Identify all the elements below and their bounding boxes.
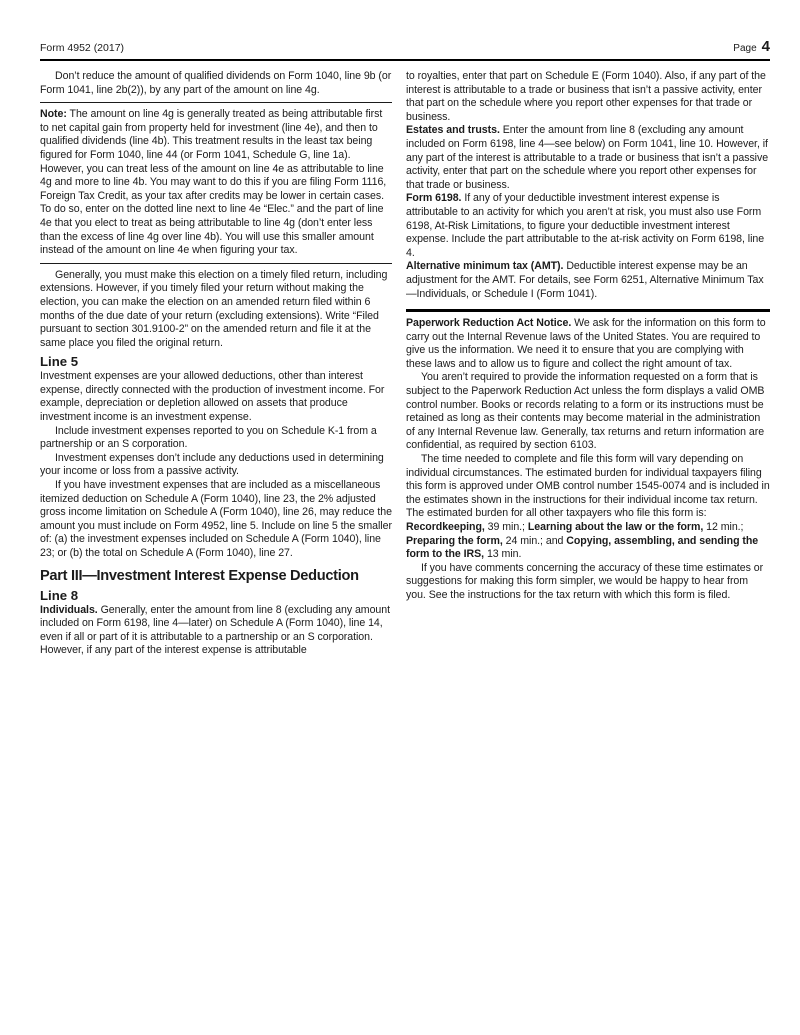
paragraph-omb-control: You aren’t required to provide the information requested on a form that is subject to the Paperwork Reduction Act unless the form displays a valid OMB control number. Books or records relating to a form or its instructions must be retained as long as their contents may become material in the administration of any Internal Revenue law. Generally, tax returns and return information are confidential, as required by section 6103. [406, 371, 765, 452]
paragraph-qualified-dividends: Don’t reduce the amount of qualified dividends on Form 1040, line 9b (or Form 1041, line 2b(2)), by any part of the amount on line 4g. [40, 70, 392, 96]
paragraph-time-burden [406, 453, 770, 562]
recordkeeping-label: Recordkeeping, [406, 521, 488, 533]
paragraph-form-6198 [406, 192, 770, 260]
page-number: 4 [761, 38, 770, 55]
time-burden-intro: The time needed to complete and file this form will vary depending on individual circumstances. The estimated burden for individual taxpayers filing this form is approved under OMB control number 1545-0074 and is included in the estimates shown in the instructions for their individual income tax return. The estimated burden for all other taxpayers who file this form is: [406, 453, 770, 520]
paperwork-notice-text: We ask for the information on this form to carry out the Internal Revenue laws of the United States. You are required to give us the information. We need it to ensure that you are complying with these laws and to allow us to figure and collect the right amount of tax. [406, 317, 766, 370]
form-6198-text: If any of your deductible investment interest expense is attributable to an activity for which you aren’t at risk, you must also use Form 6198, At-Risk Limitations, to figure your deductible investment interest expense. Include the part attributable to the at-risk activity on Form 6198, line 4. [406, 192, 765, 259]
individuals-label: Individuals. [40, 603, 98, 616]
two-column-body [40, 70, 770, 658]
amt-text: Deductible interest expense may be an adjustment for the AMT. For details, see Form 6251, Alternative Minimum Tax—Individuals, or Schedule I (Form 1041). [406, 260, 764, 300]
preparing-label: Preparing the form, [406, 534, 506, 547]
page-header [40, 38, 770, 61]
form-title: Form 4952 (2017) [40, 42, 125, 54]
paragraph-paperwork-notice [406, 317, 770, 371]
heading-line-8: Line 8 [40, 587, 79, 603]
paragraph-line5-passive: Investment expenses don’t include any deductions used in determining your income or loss from a passive activity. [40, 451, 384, 478]
note-label: Note: [40, 108, 67, 121]
heading-part-iii: Part III—Investment Interest Expense Deduction [40, 567, 359, 584]
estates-trusts-text: Enter the amount from line 8 (excluding any amount included on Form 6198, line 4—see below) on Form 1041, line 10. However, if any part of the interest is attributable to a trade or business that isn’t a passive activity, enter that part on the schedule where you report other expenses for that trade or business. [406, 124, 769, 191]
section-divider [406, 309, 770, 312]
page-label: Page [733, 43, 757, 54]
form-6198-label: Form 6198. [406, 192, 462, 205]
learning-minutes: 12 min.; [706, 521, 744, 533]
right-column [406, 70, 770, 658]
note-divider-top [40, 102, 392, 103]
copying-label: Copying, assembling, and sending the form to the IRS, [406, 534, 759, 561]
learning-label: Learning about the law or the form, [527, 521, 707, 533]
amt-label: Alternative minimum tax (AMT). [406, 260, 564, 273]
paragraph-line5-k1: Include investment expenses reported to you on Schedule K-1 from a partnership or an S corporation. [40, 424, 377, 451]
page-indicator [733, 38, 770, 55]
paragraph-line5-misc-deduction: If you have investment expenses that are included as a miscellaneous itemized deduction on Schedule A (Form 1040), line 23, the 2% adjusted gross income limitation on Schedule A (Form 1040), line 26, may reduce the amount you must include on Form 4952, line 5. Include on line 5 the smaller of: (a) the investment expenses included on Schedule A (Form 1040), line 23; or (b) the total on Schedule A (Form 1040), line 27. [40, 479, 392, 559]
paragraph-estates-trusts [406, 124, 770, 192]
preparing-minutes: 24 min.; and [505, 534, 567, 547]
paperwork-notice-label: Paperwork Reduction Act Notice. [406, 317, 572, 330]
estates-trusts-label: Estates and trusts. [406, 124, 500, 137]
paragraph-comments: If you have comments concerning the accuracy of these time estimates or suggestions for making this form simpler, we would be happy to hear from you. See the instructions for the tax return with which this form is filed. [406, 561, 764, 601]
note-paragraph [40, 108, 392, 258]
heading-line-5: Line 5 [40, 354, 79, 370]
paragraph-election: Generally, you must make this election on a timely filed return, including extensions. However, if you timely filed your return without making the election, you can make the election on an amended return filed within 6 months of the due date of your return (excluding extensions). Write “Filed pursuant to section 301.9100-2” on the amended return and file it at the same place you filed the original return. [40, 268, 388, 349]
paragraph-royalties: to royalties, enter that part on Schedule E (Form 1040). Also, if any part of the interest is attributable to a trade or business that isn’t a passive activity, enter that part on the schedule where you report other expenses for that trade or business. [406, 70, 766, 123]
recordkeeping-minutes: 39 min.; [487, 521, 528, 533]
left-column [40, 70, 392, 658]
paragraph-amt [406, 260, 770, 301]
individuals-text: Generally, enter the amount from line 8 (excluding any amount included on Form 6198, line 4—later) on Schedule A (Form 1040), line 14, even if all or part of it is attributable to a partnership or an S corporation. However, if any part of the interest expense is attributable [40, 603, 390, 657]
note-divider-bottom [40, 263, 392, 264]
paragraph-individuals [40, 604, 392, 658]
paragraph-line5-intro: Investment expenses are your allowed deductions, other than interest expense, directly connected with the production of investment income. For example, depreciation or depletion allowed on assets that produce investment income is an investment expense. [40, 370, 385, 424]
copying-minutes: 13 min. [486, 548, 522, 561]
note-text: The amount on line 4g is generally treated as being attributable first to net capital gain from property held for investment (line 4e), and then to qualified dividends (line 4b). This treatment results in the least tax being figured for Form 1040, line 44 (or Form 1041, Schedule G, line 1a). However, you can treat less of the amount on line 4e as attributable to line 4g and more to line 4b. You may want to do this if you are filing Form 1116, Foreign Tax Credit, as your tax after credits may be lower in certain cases. To do so, enter on the dotted line next to line 4e “Elec.” and the part of line 4e that you elect to treat as being attributable to line 4g (don’t enter less than the excess of line 4g over line 4b). You will use this smaller amount instead of the amount on line 4e when figuring your tax. [40, 108, 387, 257]
